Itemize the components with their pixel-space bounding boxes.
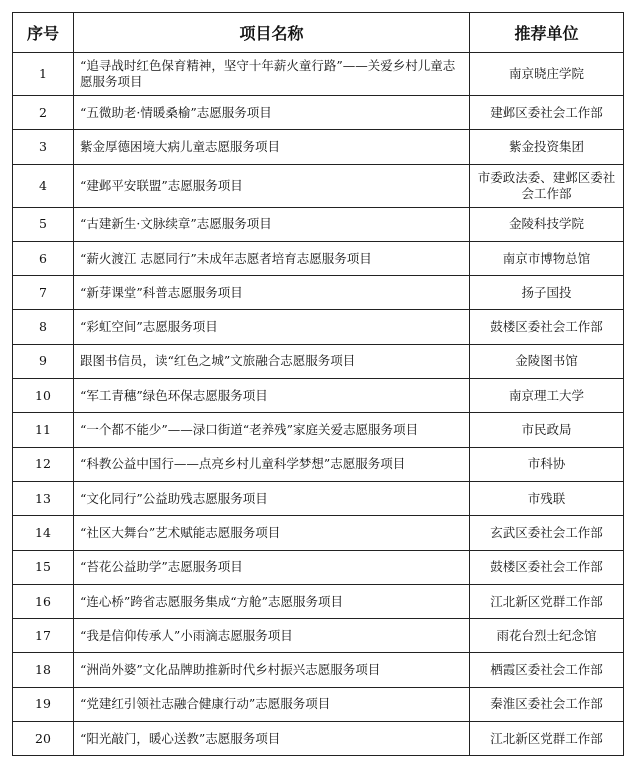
row-num: 1 [13, 53, 74, 96]
table-row [13, 516, 624, 550]
row-name: “科教公益中国行——点亮乡村儿童科学梦想”志愿服务项目 [74, 447, 470, 481]
row-name: “追寻战时红色保育精神，坚守十年薪火童行路”——关爱乡村儿童志愿服务项目 [74, 53, 470, 96]
header-unit: 推荐单位 [470, 13, 624, 53]
row-name: “建邺平安联盟”志愿服务项目 [74, 164, 470, 207]
row-unit: 市民政局 [470, 413, 624, 447]
row-unit: 扬子国投 [470, 276, 624, 310]
table-row [13, 207, 624, 241]
row-unit: 玄武区委社会工作部 [470, 516, 624, 550]
row-unit: 市委政法委、建邺区委社会工作部 [470, 164, 624, 207]
header-name: 项目名称 [74, 13, 470, 53]
row-unit: 金陵图书馆 [470, 344, 624, 378]
row-unit: 市科协 [470, 447, 624, 481]
row-num: 15 [13, 550, 74, 584]
row-name: “古建新生·文脉续章”志愿服务项目 [74, 207, 470, 241]
row-name: “文化同行”公益助残志愿服务项目 [74, 481, 470, 515]
row-num: 20 [13, 722, 74, 756]
row-unit: 建邺区委社会工作部 [470, 96, 624, 130]
table-row [13, 653, 624, 687]
row-num: 10 [13, 379, 74, 413]
row-name: “五微助老·情暖桑榆”志愿服务项目 [74, 96, 470, 130]
table-row [13, 310, 624, 344]
table-row [13, 96, 624, 130]
table-row [13, 619, 624, 653]
row-name: “我是信仰传承人”小雨滴志愿服务项目 [74, 619, 470, 653]
table-row [13, 276, 624, 310]
row-num: 6 [13, 241, 74, 275]
table-row [13, 687, 624, 721]
row-num: 7 [13, 276, 74, 310]
row-unit: 市残联 [470, 481, 624, 515]
row-unit: 南京理工大学 [470, 379, 624, 413]
table-row [13, 722, 624, 756]
row-unit: 栖霞区委社会工作部 [470, 653, 624, 687]
row-name: “彩虹空间”志愿服务项目 [74, 310, 470, 344]
row-unit: 南京市博物总馆 [470, 241, 624, 275]
row-unit: 紫金投资集团 [470, 130, 624, 164]
row-unit: 金陵科技学院 [470, 207, 624, 241]
table-row [13, 344, 624, 378]
table-row [13, 447, 624, 481]
table-row [13, 584, 624, 618]
row-num: 12 [13, 447, 74, 481]
row-num: 9 [13, 344, 74, 378]
table-row [13, 53, 624, 96]
header-row [13, 13, 624, 53]
row-unit: 鼓楼区委社会工作部 [470, 310, 624, 344]
table-row [13, 241, 624, 275]
table-row [13, 379, 624, 413]
row-num: 5 [13, 207, 74, 241]
row-unit: 江北新区党群工作部 [470, 584, 624, 618]
row-name: “军工青穗”绿色环保志愿服务项目 [74, 379, 470, 413]
row-num: 18 [13, 653, 74, 687]
row-unit: 秦淮区委社会工作部 [470, 687, 624, 721]
row-name: “连心桥”跨省志愿服务集成“方舱”志愿服务项目 [74, 584, 470, 618]
row-name: “党建红引领社志融合健康行动”志愿服务项目 [74, 687, 470, 721]
row-unit: 江北新区党群工作部 [470, 722, 624, 756]
header-num: 序号 [13, 13, 74, 53]
row-num: 4 [13, 164, 74, 207]
row-name: “薪火渡江 志愿同行”未成年志愿者培育志愿服务项目 [74, 241, 470, 275]
project-table [12, 12, 624, 756]
table-row [13, 164, 624, 207]
row-num: 14 [13, 516, 74, 550]
row-num: 19 [13, 687, 74, 721]
row-name: “洲尚外婆”文化品牌助推新时代乡村振兴志愿服务项目 [74, 653, 470, 687]
row-num: 16 [13, 584, 74, 618]
table-row [13, 413, 624, 447]
row-num: 3 [13, 130, 74, 164]
table-row [13, 130, 624, 164]
row-name: 跟图书信员，读“红色之城”文旅融合志愿服务项目 [74, 344, 470, 378]
row-name: “社区大舞台”艺术赋能志愿服务项目 [74, 516, 470, 550]
table-row [13, 481, 624, 515]
row-unit: 鼓楼区委社会工作部 [470, 550, 624, 584]
row-num: 8 [13, 310, 74, 344]
row-num: 11 [13, 413, 74, 447]
row-num: 17 [13, 619, 74, 653]
row-name: 紫金厚德困境大病儿童志愿服务项目 [74, 130, 470, 164]
row-unit: 雨花台烈士纪念馆 [470, 619, 624, 653]
row-name: “阳光敲门，暖心送教”志愿服务项目 [74, 722, 470, 756]
row-unit: 南京晓庄学院 [470, 53, 624, 96]
row-num: 13 [13, 481, 74, 515]
table-row [13, 550, 624, 584]
row-name: “苔花公益助学”志愿服务项目 [74, 550, 470, 584]
row-name: “一个都不能少”——渌口街道“老养残”家庭关爱志愿服务项目 [74, 413, 470, 447]
row-num: 2 [13, 96, 74, 130]
row-name: “新芽课堂”科普志愿服务项目 [74, 276, 470, 310]
